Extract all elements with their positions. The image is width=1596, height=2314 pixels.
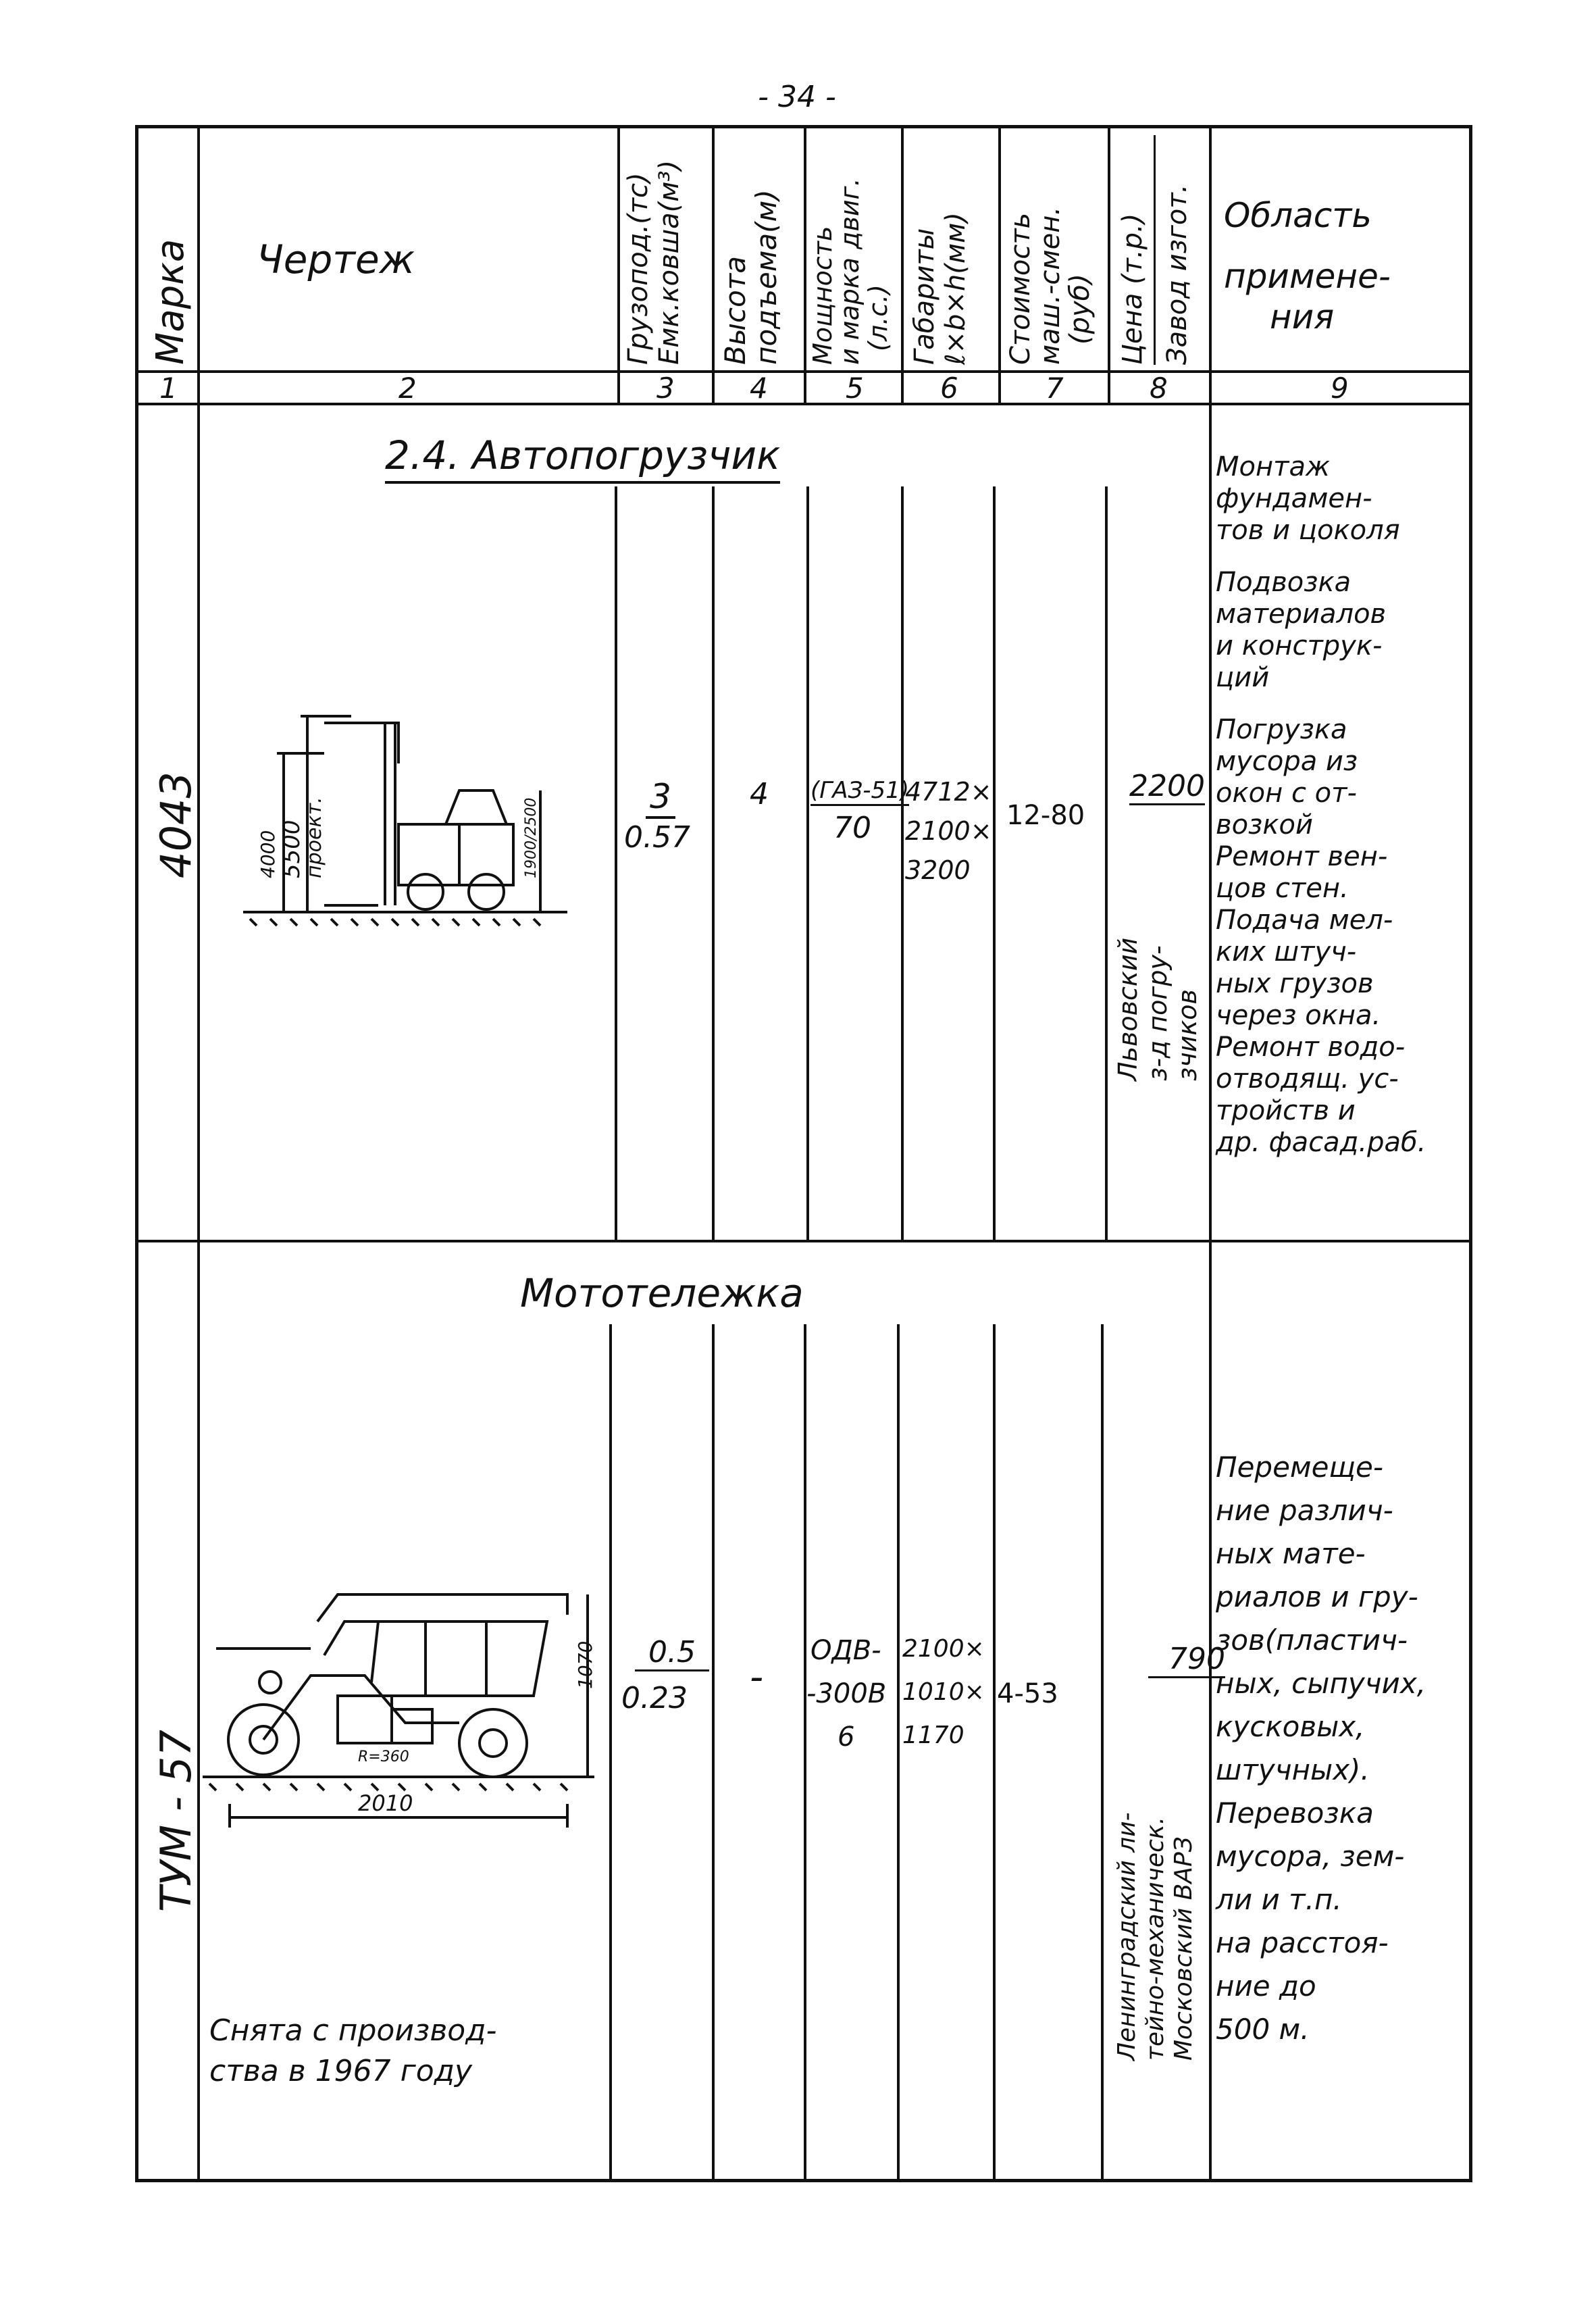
colnum-9: 9 <box>1331 372 1349 405</box>
header-oblast-2: примене- <box>1224 257 1391 296</box>
row1-app-line: ких штуч- <box>1216 936 1357 967</box>
col-line-6-r1 <box>993 486 996 1240</box>
row1-app-line: Ремонт водо- <box>1216 1032 1406 1063</box>
row2-power-1: ОДВ- <box>810 1635 881 1666</box>
row1-app-line: тройств и <box>1216 1095 1356 1126</box>
col-line-6-r2 <box>993 1324 996 2182</box>
header-moshch-2: и марка двиг. <box>835 178 865 365</box>
row1-application <box>1216 451 1426 1159</box>
row1-app-line: через окна. <box>1216 1000 1381 1031</box>
col-line-4 <box>804 125 806 405</box>
row1-marka: 4043 <box>151 772 201 878</box>
col-line-8 <box>1209 125 1212 2182</box>
row1-capacity-bottom: 0.57 <box>624 820 690 855</box>
row1-factory-2: з-д погру- <box>1143 945 1173 1081</box>
row2-factory-3: Московский ВАРЗ <box>1170 1836 1198 2061</box>
row1-factory-1: Львовский <box>1113 937 1143 1081</box>
row2-app-line: ние различ- <box>1216 1494 1393 1527</box>
row2-app-line: кусковых, <box>1216 1710 1365 1743</box>
col-line-5 <box>901 125 904 405</box>
row1-app-line: материалов <box>1216 599 1387 630</box>
row2-app-line: штучных). <box>1216 1753 1370 1786</box>
row2-note-2: ства в 1967 году <box>209 2054 473 2088</box>
header-cena-2: Завод изгот. <box>1162 184 1193 365</box>
header-cena-divider <box>1154 135 1156 365</box>
header-chertezh: Чертеж <box>257 236 415 282</box>
row1-app-line: цов стен. <box>1216 873 1349 904</box>
row2-price: 790 <box>1148 1642 1225 1678</box>
row1-capacity-top: 3 <box>646 777 675 819</box>
row2-dim-radius: R=360 <box>358 1749 409 1765</box>
header-gruzopod-2: Емк.ковша(м³) <box>654 159 685 365</box>
row2-app-line: 500 м. <box>1216 2013 1310 2046</box>
header-line <box>135 370 1472 373</box>
row2-capacity-top: 0.5 <box>635 1635 709 1671</box>
col-line-5-r1 <box>901 486 904 1240</box>
header-vysota-1: Высота <box>719 256 752 365</box>
row2-dim-1070: 1070 <box>574 1640 596 1689</box>
row2-factory-2: тейно-механическ. <box>1141 1816 1169 2061</box>
row2-capacity-bottom: 0.23 <box>621 1681 688 1715</box>
row2-application <box>1216 1446 1426 2051</box>
row2-app-line: ли и т.п. <box>1216 1883 1342 1916</box>
row1-app-line: Подвозка <box>1216 567 1352 598</box>
row1-power-bottom: 70 <box>833 811 871 845</box>
colnum-1: 1 <box>159 372 178 405</box>
header-oblast-3: ния <box>1270 297 1335 336</box>
header-vysota-2: подъема(м) <box>750 189 783 365</box>
row1-price: 2200 <box>1129 769 1205 805</box>
row1-app-line: тов и цоколя <box>1216 515 1400 546</box>
row1-app-line: ных грузов <box>1216 968 1374 999</box>
col-line-7 <box>1108 125 1110 405</box>
colnum-5: 5 <box>846 372 864 405</box>
row1-dim-proekt: проект. <box>303 797 326 878</box>
header-stoimost-3: (руб) <box>1064 274 1096 345</box>
header-stoimost-2: маш.-смен. <box>1035 206 1066 365</box>
col-line-2-r1 <box>615 486 617 1240</box>
header-oblast-1: Область <box>1224 196 1372 235</box>
row2-dim-2010: 2010 <box>358 1790 413 1816</box>
row2-app-line: риалов и гру- <box>1216 1580 1418 1613</box>
row1-app-line: и конструк- <box>1216 630 1383 661</box>
header-stoimost-1: Стоимость <box>1005 212 1036 365</box>
row2-dims-2: 1010× <box>902 1678 985 1706</box>
row2-app-line: мусора, зем- <box>1216 1840 1405 1873</box>
col-line-4-r1 <box>806 486 809 1240</box>
row2-app-line: на расстоя- <box>1216 1926 1389 1959</box>
row2-marka: ТУМ - 57 <box>151 1730 201 1912</box>
colnum-7: 7 <box>1046 372 1064 405</box>
page-number: - 34 - <box>758 80 836 114</box>
row1-dims-1: 4712× <box>905 777 992 807</box>
row2-power-3: 6 <box>838 1721 855 1753</box>
row-divider <box>135 1240 1472 1242</box>
row1-factory-3: зчиков <box>1173 989 1202 1081</box>
row1-dim-4000: 4000 <box>257 830 279 878</box>
row1-app-line: фундамен- <box>1216 483 1372 514</box>
colnum-line <box>135 403 1472 405</box>
row2-cost: 4-53 <box>997 1678 1058 1709</box>
row1-app-line: Ремонт вен- <box>1216 841 1388 872</box>
header-moshch-1: Мощность <box>808 226 838 365</box>
row1-app-line: отводящ. ус- <box>1216 1063 1399 1095</box>
colnum-8: 8 <box>1150 372 1168 405</box>
row2-app-line: Перевозка <box>1216 1796 1374 1830</box>
row1-app-line: ций <box>1216 662 1270 693</box>
header-gabarity-2: ℓ×b×h(мм) <box>940 212 971 365</box>
colnum-2: 2 <box>398 372 417 405</box>
row2-height: - <box>750 1655 764 1699</box>
row2-app-line: ных, сыпучих, <box>1216 1667 1426 1700</box>
col-line-7-r1 <box>1105 486 1108 1240</box>
col-line-3-r1 <box>712 486 715 1240</box>
row1-app-line: др. фасад.раб. <box>1216 1127 1426 1158</box>
row2-app-line: Перемеще- <box>1216 1451 1384 1484</box>
row2-app-line: ных мате- <box>1216 1537 1366 1570</box>
header-moshch-3: (л.с.) <box>863 284 893 351</box>
row1-app-line: окон с от- <box>1216 778 1357 809</box>
header-gabarity-1: Габариты <box>909 228 940 365</box>
row2-power-2: -300В <box>806 1678 887 1709</box>
header-cena-1: Цена (т.р.) <box>1117 213 1148 365</box>
row2-app-line: зов(пластич- <box>1216 1624 1408 1657</box>
row1-height: 4 <box>750 777 769 811</box>
row1-app-line: мусора из <box>1216 746 1358 777</box>
row1-app-line: Монтаж <box>1216 451 1330 482</box>
row1-section-title: 2.4. Автопогрузчик <box>385 432 780 484</box>
row2-section-title: Мототележка <box>520 1270 804 1316</box>
colnum-4: 4 <box>750 372 768 405</box>
row1-dim-5500: 5500 <box>278 820 305 878</box>
row1-power-top: (ГАЗ-51) <box>810 777 909 806</box>
row1-app-line: Подача мел- <box>1216 905 1393 936</box>
row2-dims-3: 1170 <box>902 1721 964 1749</box>
row1-dims-2: 2100× <box>905 816 992 846</box>
col-line-5-r2 <box>897 1324 900 2182</box>
col-line-3 <box>712 125 715 405</box>
col-line-2-r2 <box>609 1324 612 2182</box>
row1-dim-1900: 1900/2500 <box>523 797 540 878</box>
col-line-4-r2 <box>804 1324 806 2182</box>
colnum-6: 6 <box>940 372 958 405</box>
row1-dims-3: 3200 <box>905 855 971 885</box>
row2-dims-1: 2100× <box>902 1635 985 1663</box>
row2-app-line: ние до <box>1216 1969 1316 2003</box>
row1-app-line <box>1216 547 1426 567</box>
col-line-2 <box>617 125 620 405</box>
row1-app-line: возкой <box>1216 809 1313 840</box>
col-line-3-r2 <box>712 1324 715 2182</box>
header-gruzopod-1: Грузопод.(тс) <box>623 172 654 365</box>
row2-factory-1: Ленинградский ли- <box>1113 1812 1141 2061</box>
row2-note-1: Снята с производ- <box>209 2013 497 2048</box>
row1-app-line <box>1216 694 1426 714</box>
row1-cost: 12-80 <box>1006 800 1085 831</box>
col-line-6 <box>998 125 1001 405</box>
col-line-7-r2 <box>1101 1324 1104 2182</box>
row1-app-line: Погрузка <box>1216 714 1347 745</box>
header-marka: Марка <box>149 238 192 365</box>
colnum-3: 3 <box>657 372 675 405</box>
